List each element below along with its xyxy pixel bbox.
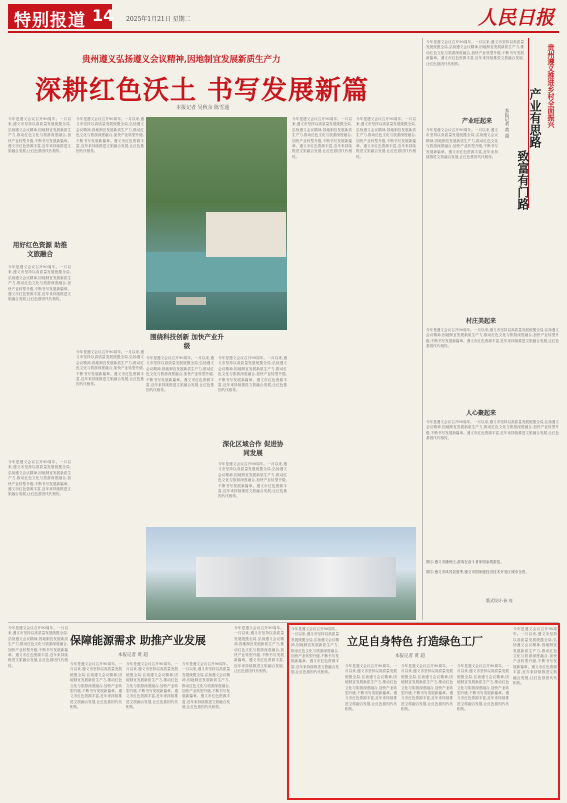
lead-title: 深耕红色沃土 书写发展新篇: [35, 76, 370, 106]
bottom-left-title: 保障能源需求 助推产业发展: [70, 634, 206, 647]
bottom-left-text-c: 今年是遵义会议召开90周年。一月以来,遵义市坚持以高质量发展统揽全局,弘扬遵义会议精神,因地制宜发展新质生产力,推动红色文化与旅游深度融合,加快产业转型升级,不断书写发展新篇章。遵义市红色资源丰富,近年来持续推进文旅融合发展,让红色基因代代相传。: [126, 662, 178, 710]
bottom-right-text-d: 今年是遵义会议召开90周年。一月以来,遵义市坚持以高质量发展统揽全局,弘扬遵义会议精神,因地制宜发展新质生产力,推动红色文化与旅游深度融合,加快产业转型升级,不断书写发展新篇章。遵义市红色资源丰富,近年来持续推进文旅融合发展,让红色基因代代相传。: [457, 664, 509, 712]
subhead-1: 用好红色资源 助推文旅融合: [12, 241, 68, 258]
lead-byline: 本报记者 吴秋余 陈雪通: [176, 105, 230, 111]
sidebar-byline: 本报记者 黄 超: [504, 108, 509, 138]
sidebar-text-2: 今年是遵义会议召开90周年。一月以来,遵义市坚持以高质量发展统揽全局,弘扬遵义会议精神,因地制宜发展新质生产力,推动红色文化与旅游深度融合,加快产业转型升级,不断书写发展新篇章。遵义市红色资源丰富,近年来持续推进文旅融合发展,让红色基因代代相传。: [426, 328, 559, 349]
subhead-3: 深化区域合作 促进协同发展: [222, 440, 284, 457]
newspaper-logo: 人民日报: [478, 7, 555, 29]
bottom-right-text-b: 今年是遵义会议召开90周年。一月以来,遵义市坚持以高质量发展统揽全局,弘扬遵义会议精神,因地制宜发展新质生产力,推动红色文化与旅游深度融合,加快产业转型升级,不断书写发展新篇章。遵义市红色资源丰富,近年来持续推进文旅融合发展,让红色基因代代相传。: [345, 664, 397, 712]
bottom-left-byline: 本报记者 黄 超: [118, 653, 148, 658]
lead-kicker: 贵州遵义弘扬遵义会议精神,因地制宜发展新质生产力: [82, 55, 281, 65]
sidebar-subhead-1: 产业旺起来: [462, 118, 493, 125]
bottom-right-text-c: 今年是遵义会议召开90周年。一月以来,遵义市坚持以高质量发展统揽全局,弘扬遵义会议精神,因地制宜发展新质生产力,推动红色文化与旅游深度融合,加快产业转型升级,不断书写发展新篇章。遵义市红色资源丰富,近年来持续推进文旅融合发展,让红色基因代代相传。: [401, 664, 453, 712]
bottom-left-text-a: 今年是遵义会议召开90周年。一月以来,遵义市坚持以高质量发展统揽全局,弘扬遵义会议精神,因地制宜发展新质生产力,推动红色文化与旅游深度融合,加快产业转型升级,不断书写发展新篇章。遵义市红色资源丰富,近年来持续推进文旅融合发展,让红色基因代代相传。: [8, 626, 68, 668]
bottom-right-title: 立足自身特色 打造绿色工厂: [347, 635, 483, 648]
bottom-right-text-e: 今年是遵义会议召开90周年。一月以来,遵义市坚持以高质量发展统揽全局,弘扬遵义会议精神,因地制宜发展新质生产力,推动红色文化与旅游深度融合,加快产业转型升级,不断书写发展新篇章。遵义市红色资源丰富,近年来持续推进文旅融合发展,让红色基因代代相传。: [513, 627, 557, 686]
sidebar-title-1: 产业有思路: [528, 88, 542, 148]
sidebar-text-3: 今年是遵义会议召开90周年。一月以来,遵义市坚持以高质量发展统揽全局,弘扬遵义会议精神,因地制宜发展新质生产力,推动红色文化与旅游深度融合,加快产业转型升级,不断书写发展新篇章。遵义市红色资源丰富,近年来持续推进文旅融合发展,让红色基因代代相传。: [426, 420, 559, 441]
date: 2025年1月21日 星期二: [126, 16, 191, 23]
bottom-mid-text: 今年是遵义会议召开90周年。一月以来,遵义市坚持以高质量发展统揽全局,弘扬遵义会议精神,因地制宜发展新质生产力,推动红色文化与旅游深度融合,加快产业转型升级,不断书写发展新篇章。遵义市红色资源丰富,近年来持续推进文旅融合发展,让红色基因代代相传。: [234, 626, 284, 674]
sidebar-subhead-3: 人心聚起来: [466, 410, 497, 417]
sidebar-divider: [422, 38, 423, 620]
bottom-right-text-a: 今年是遵义会议召开90周年。一月以来,遵义市坚持以高质量发展统揽全局,弘扬遵义会议精神,因地制宜发展新质生产力,推动红色文化与旅游深度融合,加快产业转型升级,不断书写发展新篇章。遵义市红色资源丰富,近年来持续推进文旅融合发展,让红色基因代代相传。: [291, 627, 339, 675]
lead-text-col2b: 今年是遵义会议召开90周年。一月以来,遵义市坚持以高质量发展统揽全局,弘扬遵义会议精神,因地制宜发展新质生产力,推动红色文化与旅游深度融合,加快产业转型升级,不断书写发展新篇章。遵义市红色资源丰富,近年来持续推进文旅融合发展,让红色基因代代相传。: [76, 350, 144, 387]
river-photo: [146, 117, 287, 330]
section-name: 特别报道: [14, 11, 86, 31]
river: [146, 252, 287, 292]
sidebar-subhead-2: 村庄美起来: [466, 318, 497, 325]
layout-credit: 版式设计:孙 亮: [486, 598, 513, 603]
lead-text-col4: 今年是遵义会议召开90周年。一月以来,遵义市坚持以高质量发展统揽全局,弘扬遵义会议精神,因地制宜发展新质生产力,推动红色文化与旅游深度融合,加快产业转型升级,不断书写发展新篇章。遵义市红色资源丰富,近年来持续推进文旅融合发展,让红色基因代代相传。: [218, 356, 287, 393]
lead-text-col3: 今年是遵义会议召开90周年。一月以来,遵义市坚持以高质量发展统揽全局,弘扬遵义会议精神,因地制宜发展新质生产力,推动红色文化与旅游深度融合,加快产业转型升级,不断书写发展新篇章。遵义市红色资源丰富,近年来持续推进文旅融合发展,让红色基因代代相传。: [146, 356, 214, 393]
bottom-left-text-b: 今年是遵义会议召开90周年。一月以来,遵义市坚持以高质量发展统揽全局,弘扬遵义会议精神,因地制宜发展新质生产力,推动红色文化与旅游深度融合,加快产业转型升级,不断书写发展新篇章。遵义市红色资源丰富,近年来持续推进文旅融合发展,让红色基因代代相传。: [70, 662, 122, 710]
header-rule: [8, 31, 559, 33]
boat: [176, 297, 206, 305]
lead-text-col4b: 今年是遵义会议召开90周年。一月以来,遵义市坚持以高质量发展统揽全局,弘扬遵义会议精神,因地制宜发展新质生产力,推动红色文化与旅游深度融合,加快产业转型升级,不断书写发展新篇章。遵义市红色资源丰富,近年来持续推进文旅融合发展,让红色基因代代相传。: [218, 462, 287, 499]
city-photo: [146, 527, 416, 620]
buildings: [206, 212, 286, 257]
sidebar-text-top: 今年是遵义会议召开90周年。一月以来,遵义市坚持以高质量发展统揽全局,弘扬遵义会议精神,因地制宜发展新质生产力,推动红色文化与旅游深度融合,加快产业转型升级,不断书写发展新篇章。遵义市红色资源丰富,近年来持续推进文旅融合发展,让红色基因代代相传。: [426, 40, 524, 66]
lead-text-col1b: 今年是遵义会议召开90周年。一月以来,遵义市坚持以高质量发展统揽全局,弘扬遵义会议精神,因地制宜发展新质生产力,推动红色文化与旅游深度融合,加快产业转型升级,不断书写发展新篇章。遵义市红色资源丰富,近年来持续推进文旅融合发展,让红色基因代代相传。: [8, 265, 71, 302]
lead-text-col6: 今年是遵义会议召开90周年。一月以来,遵义市坚持以高质量发展统揽全局,弘扬遵义会议精神,因地制宜发展新质生产力,推动红色文化与旅游深度融合,加快产业转型升级,不断书写发展新篇章。遵义市红色资源丰富,近年来持续推进文旅融合发展,让红色基因代代相传。: [356, 117, 416, 159]
caption-1: 图①:遵义市播州区,游客在奋斗者家园参观游览。: [426, 560, 504, 564]
lead-text-col2: 今年是遵义会议召开90周年。一月以来,遵义市坚持以高质量发展统揽全局,弘扬遵义会议精神,因地制宜发展新质生产力,推动红色文化与旅游深度融合,加快产业转型升级,不断书写发展新篇章。遵义市红色资源丰富,近年来持续推进文旅融合发展,让红色基因代代相传。: [76, 117, 144, 154]
city-skyline: [196, 557, 396, 597]
lead-text-col5: 今年是遵义会议召开90周年。一月以来,遵义市坚持以高质量发展统揽全局,弘扬遵义会议精神,因地制宜发展新质生产力,推动红色文化与旅游深度融合,加快产业转型升级,不断书写发展新篇章。遵义市红色资源丰富,近年来持续推进文旅融合发展,让红色基因代代相传。: [292, 117, 352, 159]
bottom-left-text-d: 今年是遵义会议召开90周年。一月以来,遵义市坚持以高质量发展统揽全局,弘扬遵义会议精神,因地制宜发展新质生产力,推动红色文化与旅游深度融合,加快产业转型升级,不断书写发展新篇章。遵义市红色资源丰富,近年来持续推进文旅融合发展,让红色基因代代相传。: [182, 662, 230, 710]
sidebar-title-2: 致富有门路: [516, 150, 530, 210]
lead-text-col1: 今年是遵义会议召开90周年。一月以来,遵义市坚持以高质量发展统揽全局,弘扬遵义会议精神,因地制宜发展新质生产力,推动红色文化与旅游深度融合,加快产业转型升级,不断书写发展新篇章。遵义市红色资源丰富,近年来持续推进文旅融合发展,让红色基因代代相传。: [8, 117, 71, 154]
sidebar-kicker: 贵州遵义推进乡村全面振兴: [547, 44, 556, 128]
caption-2: 图②:遵义市凤冈县夏季,遵义市国家级经济技术开发区城市全景。: [426, 570, 529, 574]
subhead-2: 围绕科技创新 加快产业升级: [150, 333, 224, 350]
bottom-right-byline: 本报记者 黄 超: [395, 654, 425, 659]
lead-text-col1c: 今年是遵义会议召开90周年。一月以来,遵义市坚持以高质量发展统揽全局,弘扬遵义会议精神,因地制宜发展新质生产力,推动红色文化与旅游深度融合,加快产业转型升级,不断书写发展新篇章。遵义市红色资源丰富,近年来持续推进文旅融合发展,让红色基因代代相传。: [8, 460, 71, 497]
page-number: 14: [92, 6, 115, 25]
sidebar-text-1: 今年是遵义会议召开90周年。一月以来,遵义市坚持以高质量发展统揽全局,弘扬遵义会议精神,因地制宜发展新质生产力,推动红色文化与旅游深度融合,加快产业转型升级,不断书写发展新篇章。遵义市红色资源丰富,近年来持续推进文旅融合发展,让红色基因代代相传。: [426, 128, 498, 160]
